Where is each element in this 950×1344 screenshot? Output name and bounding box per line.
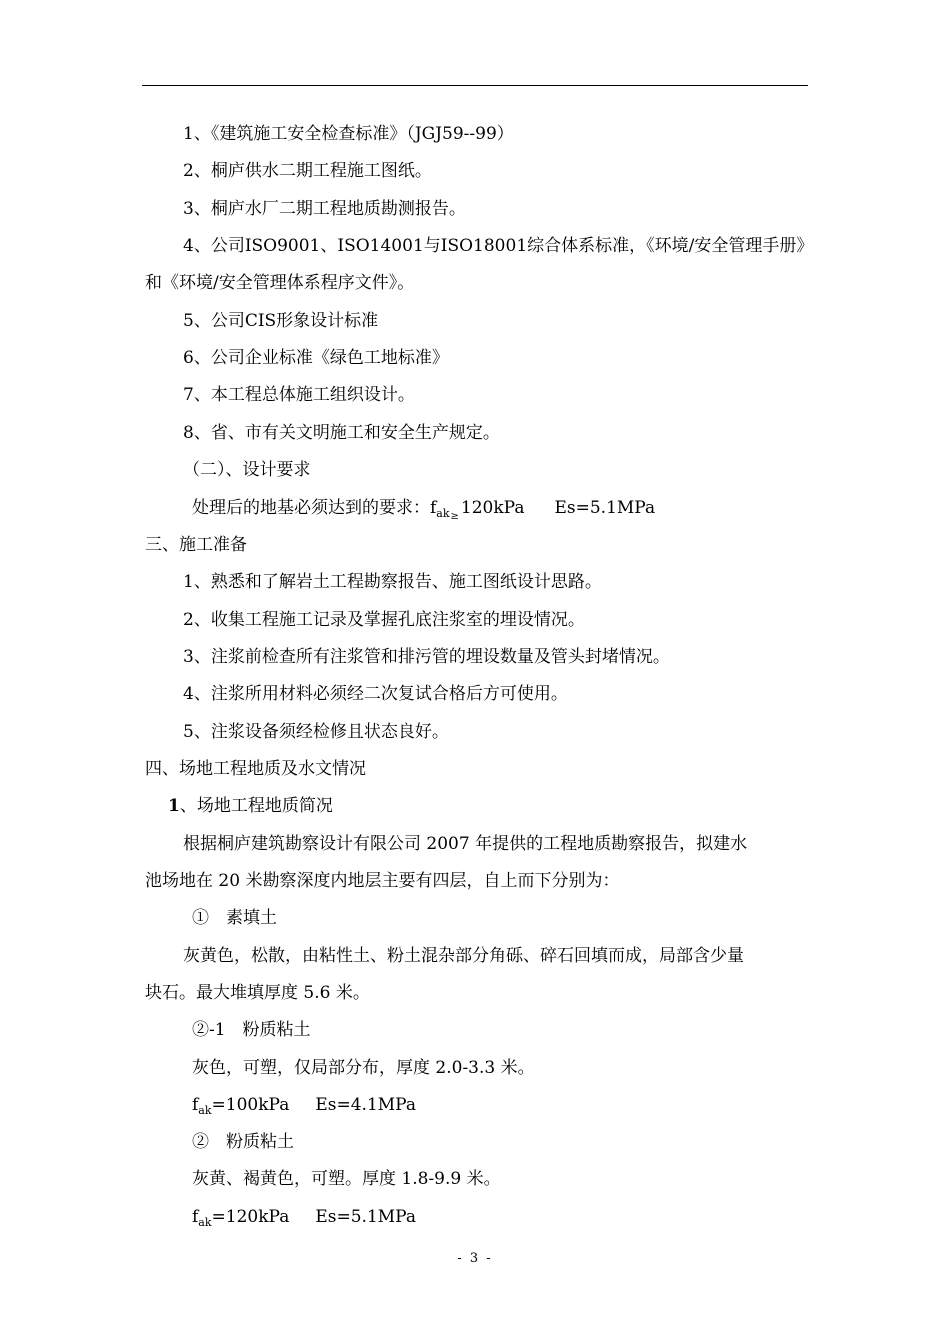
- prep-item-2: 2、收集工程施工记录及掌握孔底注浆室的埋设情况。: [183, 610, 585, 630]
- layer-2-desc: 灰黄、褐黄色，可塑。厚度 1.8-9.9 米。: [192, 1169, 501, 1189]
- subsection-geology-heading: [168, 794, 333, 818]
- basis-item-3: 3、桐庐水厂二期工程地质勘测报告。: [183, 199, 466, 219]
- layer-2-subscript: ak: [198, 1216, 212, 1229]
- layer-1-title: ① 素填土: [192, 908, 277, 928]
- geology-paragraph-line-2: 池场地在 20 米勘察深度内地层主要有四层，自上而下分别为：: [145, 871, 620, 891]
- design-requirements-heading: （二）、设计要求: [183, 460, 311, 480]
- subsection-title: 、场地工程地质简况: [179, 796, 333, 816]
- basis-item-1: 1、《建筑施工安全检查标准》（JGJ59--99）: [183, 124, 514, 144]
- basis-item-6: 6、公司企业标准《绿色工地标准》: [183, 348, 449, 368]
- layer-2-fak-value: =120kPa: [211, 1207, 290, 1227]
- layer-2-1-subscript: ak: [198, 1104, 212, 1117]
- design-req-value: 120kPa: [460, 498, 525, 518]
- design-req-subscript: ak: [436, 507, 450, 520]
- subsection-number: 1: [168, 796, 180, 816]
- section-3-heading: 三、施工准备: [145, 535, 247, 555]
- header-rule: [142, 85, 808, 86]
- layer-2-1-params: [192, 1093, 416, 1123]
- basis-item-4: 4、公司ISO9001、ISO14001与ISO18001综合体系标准，《环境/安全管理手册》: [183, 236, 814, 256]
- design-req-prefix: 处理后的地基必须达到的要求：f: [192, 498, 437, 518]
- geology-paragraph-line-1: 根据桐庐建筑勘察设计有限公司 2007 年提供的工程地质勘察报告，拟建水: [183, 834, 748, 854]
- layer-2-1-fak-value: =100kPa: [211, 1095, 290, 1115]
- basis-item-7: 7、本工程总体施工组织设计。: [183, 385, 415, 405]
- basis-item-5: 5、公司CIS形象设计标准: [183, 311, 379, 331]
- layer-2-params: [192, 1205, 416, 1235]
- prep-item-4: 4、注浆所用材料必须经二次复试合格后方可使用。: [183, 684, 568, 704]
- page-number: - 3 -: [457, 1251, 493, 1266]
- prep-item-3: 3、注浆前检查所有注浆管和排污管的埋设数量及管头封堵情况。: [183, 647, 670, 667]
- layer-2-1-f: f: [192, 1095, 199, 1115]
- prep-item-5: 5、注浆设备须经检修且状态良好。: [183, 722, 449, 742]
- design-req-ge: ≥: [450, 511, 459, 522]
- layer-1-desc-line-1: 灰黄色，松散，由粘性土、粉土混杂部分角砾、碎石回填而成，局部含少量: [183, 946, 744, 966]
- design-requirement-text: [192, 496, 655, 529]
- basis-item-2: 2、桐庐供水二期工程施工图纸。: [183, 161, 432, 181]
- layer-2-f: f: [192, 1207, 199, 1227]
- layer-1-desc-line-2: 块石。最大堆填厚度 5.6 米。: [145, 983, 370, 1003]
- prep-item-1: 1、熟悉和了解岩土工程勘察报告、施工图纸设计思路。: [183, 572, 602, 592]
- section-4-heading: 四、场地工程地质及水文情况: [145, 759, 366, 779]
- basis-item-4-continued: 和《环境/安全管理体系程序文件》。: [145, 273, 415, 293]
- layer-2-1-es: Es=4.1MPa: [315, 1095, 416, 1115]
- basis-item-8: 8、省、市有关文明施工和安全生产规定。: [183, 423, 500, 443]
- layer-2-1-desc: 灰色，可塑，仅局部分布，厚度 2.0-3.3 米。: [192, 1058, 535, 1078]
- design-req-es: Es=5.1MPa: [554, 498, 656, 518]
- layer-2-title: ② 粉质粘土: [192, 1132, 294, 1152]
- layer-2-1-title: ②-1 粉质粘土: [192, 1020, 311, 1040]
- layer-2-es: Es=5.1MPa: [315, 1207, 416, 1227]
